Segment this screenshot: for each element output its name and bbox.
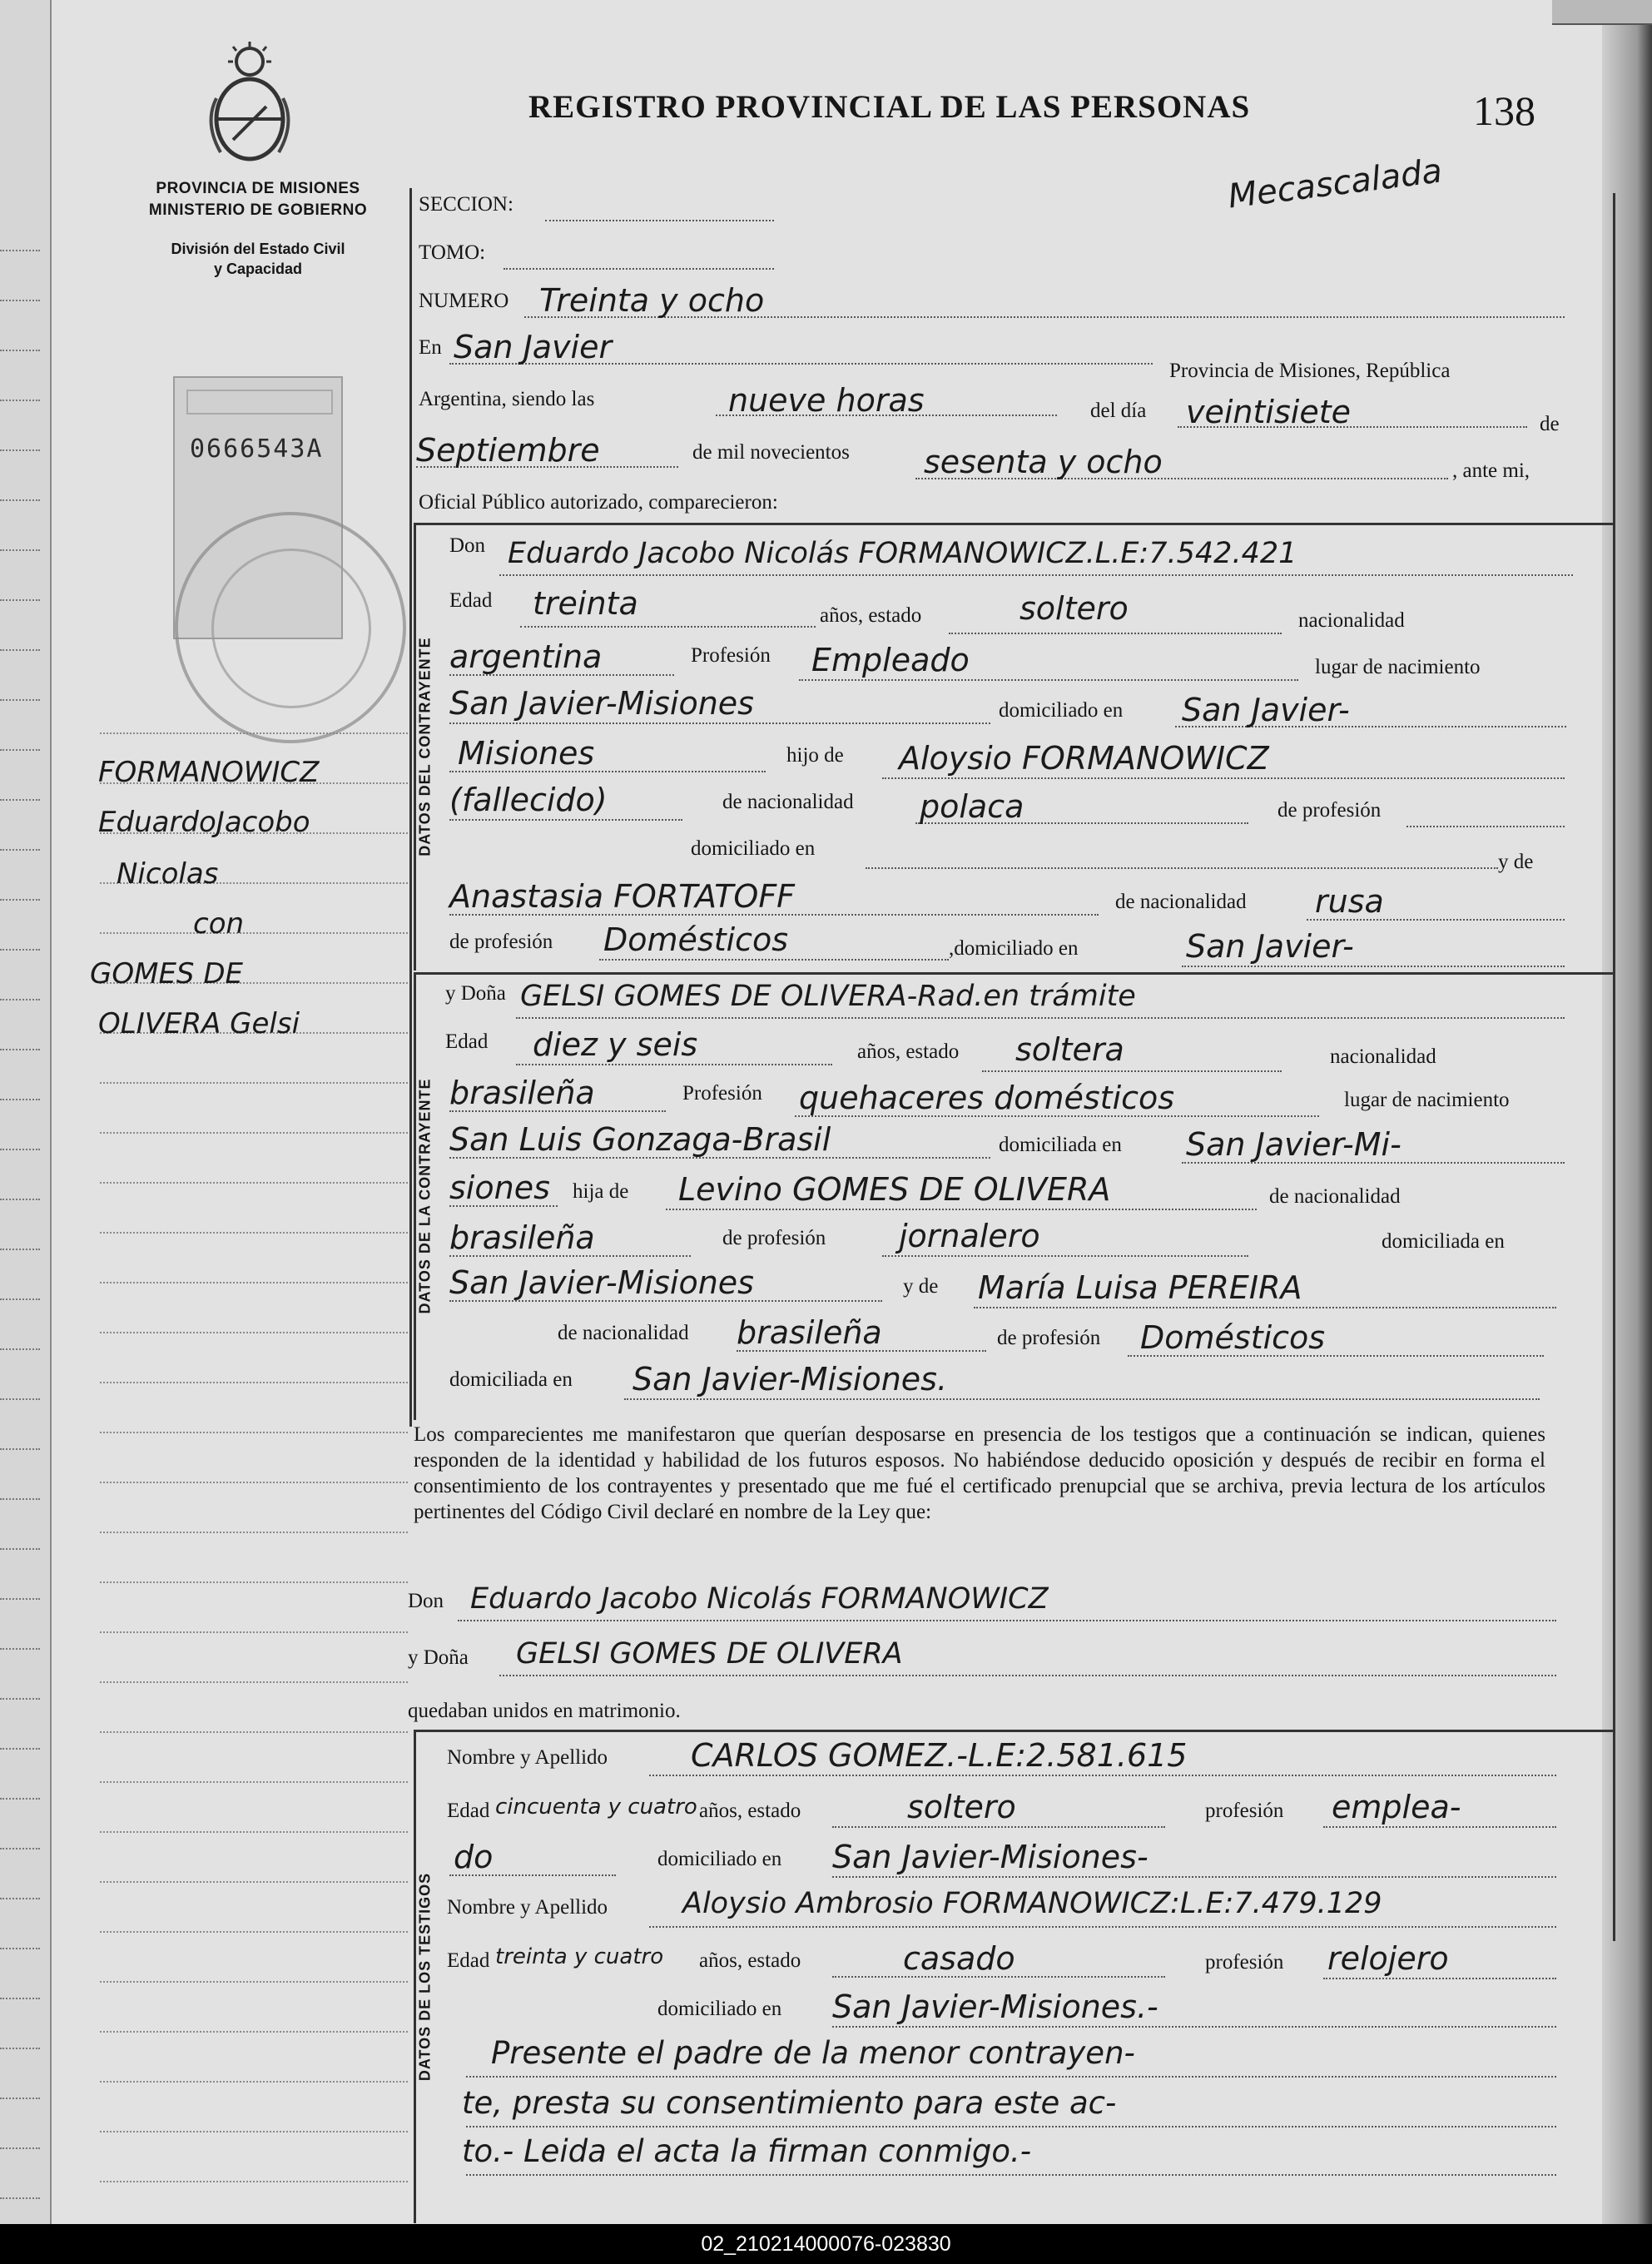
edge-ruled-line (0, 1698, 40, 1700)
stub-ruled-line (100, 1731, 408, 1733)
edge-ruled-line (0, 250, 40, 251)
capacity-line: y Capacidad (213, 261, 303, 277)
bride-father-prof-label: de profesión (722, 1227, 826, 1249)
witness2-prof-line (1323, 1978, 1556, 1979)
stub-ruled-line (100, 2081, 408, 2083)
hora-value: nueve horas (728, 382, 925, 419)
witness2-domicilio-value: San Javier-Misiones.- (832, 1988, 1158, 2025)
groom-lugar-value: San Javier-Misiones (449, 685, 754, 722)
stub-ruled-line (100, 1681, 408, 1683)
edge-ruled-line (0, 999, 40, 1000)
margin-note-line: GOMES DE (90, 957, 243, 990)
stub-ruled-line (100, 1831, 408, 1833)
witness1-prof-line (1323, 1826, 1556, 1828)
stub-ruled-line (100, 1981, 408, 1983)
groom-father-prof-label: de profesión (1277, 799, 1382, 822)
edge-ruled-line (0, 300, 40, 301)
witness1-dom-line (832, 1876, 1556, 1878)
bride-father-nationality: brasileña (449, 1219, 595, 1256)
stub-ruled-line (100, 1132, 408, 1134)
edge-ruled-line (0, 899, 40, 901)
groom-domicilio-value: San Javier- (1182, 692, 1350, 728)
groom-edad-value: treinta (533, 585, 638, 622)
stub-ruled-line (100, 1332, 408, 1333)
bride-mother-value: María Luisa PEREIRA (978, 1269, 1302, 1306)
declaration-paragraph: Los comparecientes me manifestaron que querían desposarse en presencia de los testigos que a continuación se indican, quienes responden de la identidad y habilidad de los futuros esposos. No habiéndose deducido oposición y después de recibir en forma el consentimiento de los contrayentes y presentado que me fué el certificado prenupcial que se archiva, previa lectura de los artículos pertinentes del Código Civil declaré en nombre de la Ley que: (414, 1423, 1545, 1523)
seccion-label: SECCION: (419, 193, 513, 216)
tomo-line (504, 268, 774, 270)
groom-mother-nac-label: de nacionalidad (1115, 891, 1247, 913)
edge-ruled-line (0, 699, 40, 701)
groom-mother-dom-line (1182, 966, 1565, 967)
stamp-number: 0666543A (190, 434, 324, 464)
lugar-acta-value: San Javier (454, 329, 613, 365)
bride-mother-nationality: brasileña (737, 1314, 882, 1351)
bride-section-title: DATOS DE LA CONTRAYENTE (416, 1078, 434, 1314)
witness-note-line: Presente el padre de la menor contrayen- (491, 2035, 1135, 2071)
edge-ruled-line (0, 1498, 40, 1500)
decl-don-line (458, 1620, 1556, 1621)
bride-edad-line (516, 1064, 832, 1065)
groom-mother-prof-label: de profesión (449, 931, 553, 953)
edge-ruled-line (0, 499, 40, 501)
groom-section-title: DATOS DEL CONTRAYENTE (416, 637, 434, 856)
groom-anios-label: años, estado (820, 604, 922, 627)
witness1-profesion-value: emplea- (1332, 1789, 1461, 1825)
bride-father-nac-label: de nacionalidad (1269, 1185, 1401, 1208)
stub-ruled-line (100, 2031, 408, 2033)
witness2-nombre-label: Nombre y Apellido (447, 1896, 608, 1919)
groom-nacionalidad-value: argentina (449, 638, 603, 675)
groom-lugar-label: lugar de nacimiento (1315, 656, 1481, 678)
stub-ruled-line (100, 1182, 408, 1184)
witness2-edad-value: treinta y cuatro (495, 1944, 664, 1969)
bride-profesion-label: Profesión (682, 1082, 762, 1105)
groom-lugar-line (449, 722, 990, 724)
edge-ruled-line (0, 1448, 40, 1450)
stamp-header (186, 390, 333, 415)
witness-note-line: te, presta su consentimiento para este ac- (462, 2085, 1117, 2121)
numero-label: NUMERO (419, 290, 509, 312)
stub-ruled-line (100, 1082, 408, 1084)
bride-name-line (516, 1017, 1565, 1019)
stub-ruled-line (100, 1482, 408, 1483)
witness1-name-line (649, 1775, 1556, 1776)
edge-ruled-line (0, 549, 40, 551)
decl-bride-name: GELSI GOMES DE OLIVERA (516, 1637, 903, 1671)
bride-profesion-value: quehaceres domésticos (799, 1080, 1175, 1116)
edge-ruled-line (0, 1348, 40, 1350)
argentina-label: Argentina, siendo las (419, 388, 595, 410)
bride-name-value: GELSI GOMES DE OLIVERA-Rad.en trámite (520, 980, 1136, 1013)
edge-ruled-line (0, 649, 40, 651)
edge-ruled-line (0, 350, 40, 351)
coat-of-arms-icon (200, 40, 300, 165)
groom-father-value: Aloysio FORMANOWICZ (899, 740, 1269, 777)
bride-father-prof-line (882, 1255, 1248, 1257)
de-label: de (1540, 413, 1560, 435)
province-heading (117, 178, 399, 221)
edge-ruled-line (0, 849, 40, 851)
witness1-estado-line (832, 1826, 1165, 1828)
decl-dona-line (499, 1675, 1556, 1676)
edge-ruled-line (0, 1998, 40, 1999)
bride-estado-value: soltera (1015, 1031, 1124, 1068)
witness2-name-line (649, 1926, 1556, 1928)
witness1-anios-label: años, estado (699, 1800, 801, 1822)
stub-ruled-line (100, 1282, 408, 1283)
groom-domiciliado-label: domiciliado en (999, 699, 1124, 722)
bride-edad-label: Edad (445, 1030, 489, 1053)
witness1-domicilio-value: San Javier-Misiones- (832, 1839, 1148, 1875)
edge-ruled-line (0, 1199, 40, 1200)
witness-note-line: to.- Leida el acta la firman conmigo.- (462, 2133, 1032, 2169)
dia-value: veintisiete (1186, 394, 1351, 430)
groom-name-line (499, 574, 1573, 576)
witness1-nombre-label: Nombre y Apellido (447, 1746, 608, 1769)
note-line (466, 2174, 1556, 2176)
bride-father-profesion: jornalero (899, 1218, 1040, 1254)
bride-anios-label: años, estado (857, 1040, 960, 1063)
bride-domicilio-value: San Javier-Mi- (1186, 1126, 1401, 1163)
edge-ruled-line (0, 2147, 40, 2149)
groom-father-nationality: polaca (920, 788, 1024, 825)
stub-ruled-line (100, 1432, 408, 1433)
groom-father-status: (fallecido) (449, 782, 608, 818)
groom-father-dom-line (866, 867, 1498, 869)
witness1-edad-label: Edad (447, 1800, 490, 1822)
header-signature: Mecascalada (1226, 151, 1445, 216)
edge-ruled-line (0, 1748, 40, 1750)
witness1-estado-value: soltero (907, 1789, 1016, 1825)
edge-ruled-line (0, 1898, 40, 1899)
folio-number: 138 (1473, 87, 1535, 134)
bride-estado-line (982, 1070, 1282, 1072)
margin-note-line: EduardoJacobo (98, 806, 310, 839)
bride-edad-value: diez y seis (533, 1026, 698, 1063)
decl-closing: quedaban unidos en matrimonio. (408, 1700, 681, 1722)
edge-ruled-line (0, 949, 40, 951)
edge-ruled-line (0, 1648, 40, 1650)
edge-ruled-line (0, 1249, 40, 1250)
groom-y-de-label: y de (1498, 851, 1534, 873)
witness1-profesion-label: profesión (1205, 1800, 1284, 1822)
ministry-line: MINISTERIO DE GOBIERNO (148, 201, 368, 219)
witness-section-label (416, 1733, 434, 2221)
groom-domicilio-cont: Misiones (458, 735, 595, 772)
bride-madre-line (974, 1307, 1556, 1308)
groom-mother-dom-label: ,domiciliado en (949, 937, 1079, 960)
note-line (466, 2076, 1556, 2078)
oficial-text: Oficial Público autorizado, comparecieron: (419, 491, 778, 514)
bride-father-domicilio: San Javier-Misiones (449, 1264, 754, 1301)
edge-ruled-line (0, 1598, 40, 1600)
stub-ruled-line (100, 1931, 408, 1933)
witness-section-title: DATOS DE LOS TESTIGOS (416, 1872, 434, 2082)
groom-edad-label: Edad (449, 589, 493, 612)
groom-mother-profesion: Domésticos (603, 921, 789, 958)
note-line (466, 2126, 1556, 2127)
groom-nacionalidad-label: nacionalidad (1298, 609, 1405, 632)
groom-father-dom-label: domiciliado en (691, 837, 816, 860)
witness2-profesion-label: profesión (1205, 1951, 1284, 1974)
decl-don-label: Don (408, 1590, 444, 1612)
margin-note-line: Nicolas (117, 857, 219, 891)
witness1-profesion-cont: do (454, 1839, 494, 1875)
bride-nacionalidad-label: nacionalidad (1330, 1045, 1436, 1068)
bride-mother-prof-label: de profesión (997, 1327, 1101, 1349)
edge-ruled-line (0, 799, 40, 801)
bride-padre-line (666, 1209, 1257, 1210)
witness2-edad-label: Edad (447, 1949, 490, 1972)
groom-edad-line (520, 626, 816, 628)
edge-ruled-line (0, 2048, 40, 2049)
edge-ruled-line (0, 1798, 40, 1800)
edge-ruled-line (0, 1398, 40, 1400)
bride-domicilio-cont: siones (449, 1169, 550, 1206)
province-line: PROVINCIA DE MISIONES (156, 180, 360, 197)
groom-profesion-label: Profesión (691, 644, 771, 667)
edge-ruled-line (0, 1149, 40, 1150)
bride-lugar-value: San Luis Gonzaga-Brasil (449, 1121, 831, 1158)
groom-section-label (416, 526, 434, 967)
en-label: En (419, 336, 442, 359)
edge-ruled-line (0, 749, 40, 751)
edge-ruled-line (0, 1848, 40, 1849)
groom-profesion-value: Empleado (811, 642, 970, 678)
stub-ruled-line (100, 1781, 408, 1783)
groom-estado-line (949, 633, 1282, 634)
witness1-name-value: CARLOS GOMEZ.-L.E:2.581.615 (691, 1737, 1188, 1774)
margin-note-line: con (193, 907, 245, 941)
edge-ruled-line (0, 1298, 40, 1300)
bride-domiciliada-label: domiciliada en (999, 1134, 1122, 1156)
groom-mother-domicilio: San Javier- (1186, 928, 1354, 965)
witness2-dom-line (832, 2026, 1556, 2028)
edge-ruled-line (0, 449, 40, 451)
stub-ruled-line (100, 932, 408, 934)
mes-value: Septiembre (416, 432, 600, 469)
stub-ruled-line (100, 1881, 408, 1883)
groom-padre-line (882, 777, 1565, 779)
ante-label: , ante mi, (1452, 459, 1530, 482)
groom-father-prof-line (1406, 826, 1565, 827)
decl-dona-label: y Doña (408, 1646, 469, 1669)
edge-ruled-line (0, 599, 40, 601)
bride-mother-dom-line (624, 1398, 1540, 1400)
stub-ruled-line (100, 1581, 408, 1583)
margin-note-line: FORMANOWICZ (98, 756, 320, 789)
stub-ruled-line (100, 1382, 408, 1383)
margin-note-line: OLIVERA Gelsi (98, 1007, 300, 1040)
registry-seal (175, 512, 406, 743)
witness2-anios-label: años, estado (699, 1949, 801, 1972)
decl-groom-name: Eduardo Jacobo Nicolás FORMANOWICZ (470, 1582, 1049, 1616)
stub-ruled-line (100, 1631, 408, 1633)
stub-divider (409, 188, 412, 1427)
corner-tab (1552, 0, 1652, 25)
seccion-line (545, 220, 774, 221)
witness1-dom-label: domiciliado en (657, 1848, 782, 1870)
edge-ruled-line (0, 1099, 40, 1100)
bride-mother-domicilio: San Javier-Misiones. (633, 1361, 948, 1398)
division-heading (117, 239, 399, 279)
division-line: División del Estado Civil (171, 241, 345, 257)
bride-mother-nac-label: de nacionalidad (558, 1322, 689, 1344)
edge-ruled-line (0, 1049, 40, 1050)
groom-mother-prof-line (599, 959, 949, 961)
edge-ruled-line (0, 1548, 40, 1550)
edge-ruled-line (0, 400, 40, 401)
groom-mother-nationality: rusa (1315, 883, 1384, 920)
witness2-estado-value: casado (903, 1940, 1015, 1977)
del-dia-label: del día (1090, 400, 1147, 422)
bride-father-value: Levino GOMES DE OLIVERA (678, 1171, 1111, 1208)
bride-section-label (416, 976, 434, 1417)
witness1-edad-value: cincuenta y cuatro (495, 1795, 697, 1820)
document-title: REGISTRO PROVINCIAL DE LAS PERSONAS (528, 89, 1251, 125)
groom-prof-line (799, 679, 1298, 681)
previous-page-edge (0, 0, 52, 2224)
stub-ruled-line (100, 2131, 408, 2132)
provincia-text: Provincia de Misiones, República (1169, 360, 1451, 382)
groom-father-nac-label: de nacionalidad (722, 791, 854, 813)
bride-hija-label: hija de (573, 1180, 629, 1203)
groom-don-label: Don (449, 534, 486, 557)
seal-inner-ring (211, 549, 371, 708)
numero-value: Treinta y ocho (539, 282, 765, 319)
groom-estado-value: soltero (1019, 590, 1129, 627)
groom-mother-value: Anastasia FORTATOFF (449, 878, 796, 915)
bride-mother-profesion: Domésticos (1140, 1319, 1326, 1356)
anio-value: sesenta y ocho (924, 444, 1163, 480)
bride-father-dom-label: domiciliada en (1382, 1230, 1505, 1253)
witness2-name-value: Aloysio Ambrosio FORMANOWICZ:L.E:7.479.129 (682, 1887, 1382, 1920)
stub-ruled-line (100, 1532, 408, 1533)
edge-ruled-line (0, 2098, 40, 2099)
bride-dona-label: y Doña (445, 982, 506, 1005)
groom-padre-estado-line (449, 819, 682, 821)
image-id-footer: 02_210214000076-023830 (0, 2224, 1652, 2264)
groom-name-value: Eduardo Jacobo Nicolás FORMANOWICZ.L.E:7.542.421 (508, 537, 1297, 570)
bride-mother-dom-label: domiciliada en (449, 1368, 573, 1391)
tomo-label: TOMO: (419, 241, 486, 264)
stub-ruled-line (100, 1232, 408, 1234)
witness2-dom-label: domiciliado en (657, 1998, 782, 2020)
groom-hijo-label: hijo de (786, 744, 844, 767)
bride-nacionalidad-value: brasileña (449, 1075, 595, 1111)
mil-label: de mil novecientos (692, 441, 850, 464)
bride-lugar-label: lugar de nacimiento (1344, 1089, 1510, 1111)
edge-ruled-line (0, 1948, 40, 1949)
bride-y-de-label: y de (903, 1275, 939, 1298)
edge-ruled-line (0, 2197, 40, 2199)
witness2-profesion-value: relojero (1327, 1940, 1449, 1977)
stub-ruled-line (100, 2181, 408, 2182)
